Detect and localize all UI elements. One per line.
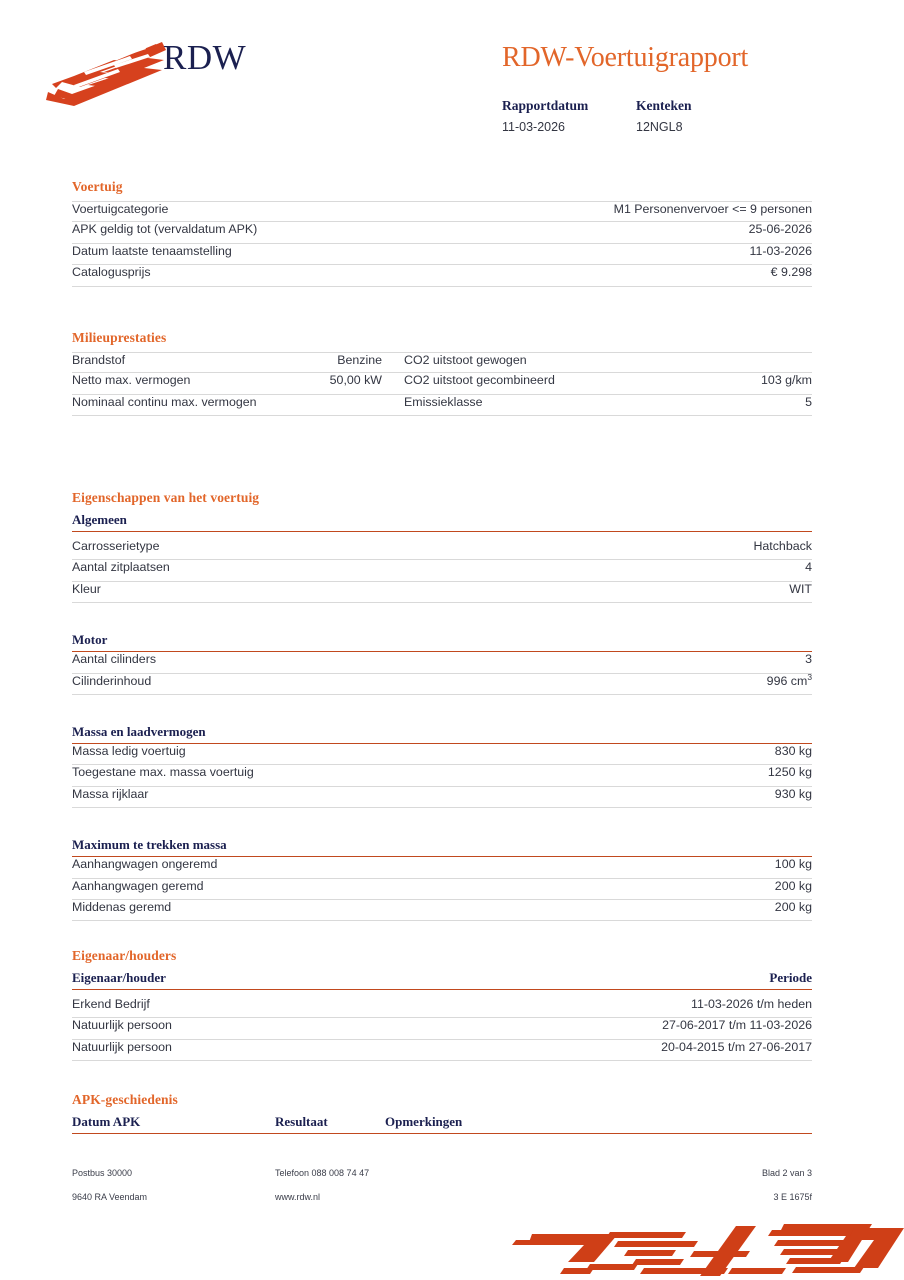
table-row — [72, 395, 812, 416]
table-row — [72, 997, 812, 1018]
trekken-massa-rows — [72, 857, 812, 921]
section-voertuig — [72, 179, 812, 287]
footer-line-1 — [72, 1168, 812, 1178]
table-row — [72, 879, 812, 900]
eigenaar-houders-rows — [72, 997, 812, 1061]
column-header-apk-remarks: Opmerkingen — [385, 1114, 463, 1129]
footer-website[interactable]: www.rdw.nl — [275, 1192, 321, 1202]
section-eigenaar-houders — [72, 948, 812, 1061]
rdw-wordmark: RDW — [163, 38, 247, 77]
table-row — [72, 765, 812, 786]
table-row — [72, 857, 812, 878]
row-value: WIT — [789, 581, 812, 596]
row-value: 25-06-2026 — [748, 222, 812, 237]
subsection-title-trekken-massa: Maximum te trekken massa — [72, 837, 812, 857]
table-row — [72, 373, 812, 394]
row-label: Middenas geremd — [72, 899, 172, 914]
table-row — [72, 1040, 812, 1061]
row-owner: Erkend Bedrijf — [72, 997, 150, 1011]
row-owner: Natuurlijk persoon — [72, 1018, 172, 1033]
row-value-right: 5 — [805, 394, 812, 409]
footer-telephone: Telefoon 088 008 74 47 — [275, 1168, 370, 1178]
report-date-label: Rapportdatum — [502, 98, 589, 113]
row-value: Hatchback — [753, 539, 812, 553]
table-row — [72, 744, 812, 765]
row-value: M1 Personenvervoer <= 9 personen — [613, 202, 812, 216]
table-row — [72, 671, 812, 695]
row-owner: Natuurlijk persoon — [72, 1039, 172, 1054]
row-value: 1250 kg — [767, 765, 812, 780]
row-label-left: Netto max. vermogen — [72, 373, 191, 388]
row-label: Aantal cilinders — [72, 652, 157, 667]
apk-column-headers — [72, 1114, 812, 1134]
page-title: RDW-Voertuigrapport — [502, 42, 749, 73]
footer-line-2 — [72, 1192, 812, 1202]
row-value-left: Benzine — [337, 353, 382, 367]
subsection-title-motor: Motor — [72, 632, 812, 652]
column-header-owner: Eigenaar/houder — [72, 970, 166, 985]
row-label: Catalogusprijs — [72, 265, 151, 280]
footer-page-number: Blad 2 van 3 — [761, 1168, 812, 1178]
eigenaar-houders-column-headers — [72, 970, 812, 990]
row-period: 20-04-2015 t/m 27-06-2017 — [661, 1039, 812, 1054]
row-value: 4 — [805, 560, 812, 575]
row-value: 200 kg — [774, 899, 812, 914]
footer-form-code: 3 E 1675f — [773, 1192, 812, 1202]
section-title-eigenschappen: Eigenschappen van het voertuig — [72, 490, 260, 505]
table-row — [72, 244, 812, 265]
table-row — [72, 265, 812, 286]
algemeen-rows — [72, 539, 812, 603]
milieuprestaties-rows — [72, 352, 812, 416]
section-eigenschappen — [72, 490, 812, 921]
row-label: Toegestane max. massa voertuig — [72, 765, 254, 780]
section-title-eigenaar-houders: Eigenaar/houders — [72, 948, 177, 963]
document-footer — [72, 1168, 812, 1216]
column-header-period: Periode — [769, 970, 812, 985]
table-row — [72, 1018, 812, 1039]
row-label: Cilinderinhoud — [72, 673, 152, 688]
license-plate-label: Kenteken — [636, 98, 692, 113]
table-row — [72, 539, 812, 560]
section-apk-geschiedenis — [72, 1092, 812, 1134]
row-value: 930 kg — [774, 786, 812, 801]
row-label-right: CO2 uitstoot gewogen — [404, 353, 527, 367]
report-date-value: 11-03-2026 — [502, 120, 566, 134]
row-value-right: 103 g/km — [761, 373, 812, 388]
voertuig-rows — [72, 201, 812, 287]
row-label: Aanhangwagen ongeremd — [72, 857, 218, 872]
row-value: 11-03-2026 — [749, 243, 812, 258]
table-row — [72, 560, 812, 581]
table-row — [72, 222, 812, 243]
row-label-right: Emissieklasse — [404, 394, 483, 409]
section-title-apk-geschiedenis: APK-geschiedenis — [72, 1092, 178, 1107]
footer-city: 9640 RA Veendam — [72, 1192, 148, 1202]
license-plate-block — [636, 98, 692, 134]
section-title-milieuprestaties: Milieuprestaties — [72, 330, 167, 345]
table-row — [72, 352, 812, 373]
row-period: 11-03-2026 t/m heden — [690, 997, 812, 1011]
table-row — [72, 582, 812, 603]
row-value-left: 50,00 kW — [329, 373, 382, 388]
table-row — [72, 900, 812, 921]
subsection-title-algemeen: Algemeen — [72, 512, 812, 532]
massa-rows — [72, 744, 812, 808]
report-date-block — [502, 98, 588, 134]
row-value: 100 kg — [774, 857, 812, 872]
row-label: Aantal zitplaatsen — [72, 560, 170, 575]
table-row — [72, 652, 812, 673]
row-period: 27-06-2017 t/m 11-03-2026 — [662, 1018, 812, 1033]
table-row — [72, 787, 812, 808]
row-value: 200 kg — [774, 878, 812, 893]
rdw-feather-logo-icon — [44, 38, 166, 108]
table-row — [72, 201, 812, 222]
row-label: Massa ledig voertuig — [72, 743, 186, 758]
row-value: € 9.298 — [770, 265, 812, 280]
footer-postbus: Postbus 30000 — [72, 1168, 133, 1178]
document-header — [0, 0, 904, 150]
row-value: 830 kg — [774, 743, 812, 758]
superscript-exponent: 3 — [807, 671, 812, 682]
row-value: 996 cm — [766, 673, 808, 688]
license-plate-value: 12NGL8 — [636, 120, 683, 134]
column-header-apk-result: Resultaat — [275, 1114, 328, 1129]
section-milieuprestaties — [72, 330, 812, 416]
subsection-title-massa: Massa en laadvermogen — [72, 724, 812, 744]
row-label: Voertuigcategorie — [72, 202, 169, 216]
column-header-apk-date: Datum APK — [72, 1114, 141, 1129]
motor-rows — [72, 652, 812, 695]
row-label-right: CO2 uitstoot gecombineerd — [404, 373, 555, 388]
row-value: 3 — [805, 652, 812, 667]
row-label: Datum laatste tenaamstelling — [72, 243, 232, 258]
row-label: Massa rijklaar — [72, 786, 149, 801]
row-label: Carrosserietype — [72, 539, 160, 553]
row-label: APK geldig tot (vervaldatum APK) — [72, 222, 258, 237]
row-value-cilinderinhoud — [766, 671, 812, 688]
section-title-voertuig: Voertuig — [72, 179, 123, 194]
rdw-motion-streaks-graphic — [498, 1218, 904, 1280]
row-label: Kleur — [72, 581, 101, 596]
row-label-left: Nominaal continu max. vermogen — [72, 394, 257, 409]
row-label: Aanhangwagen geremd — [72, 878, 204, 893]
row-label-left: Brandstof — [72, 353, 126, 367]
